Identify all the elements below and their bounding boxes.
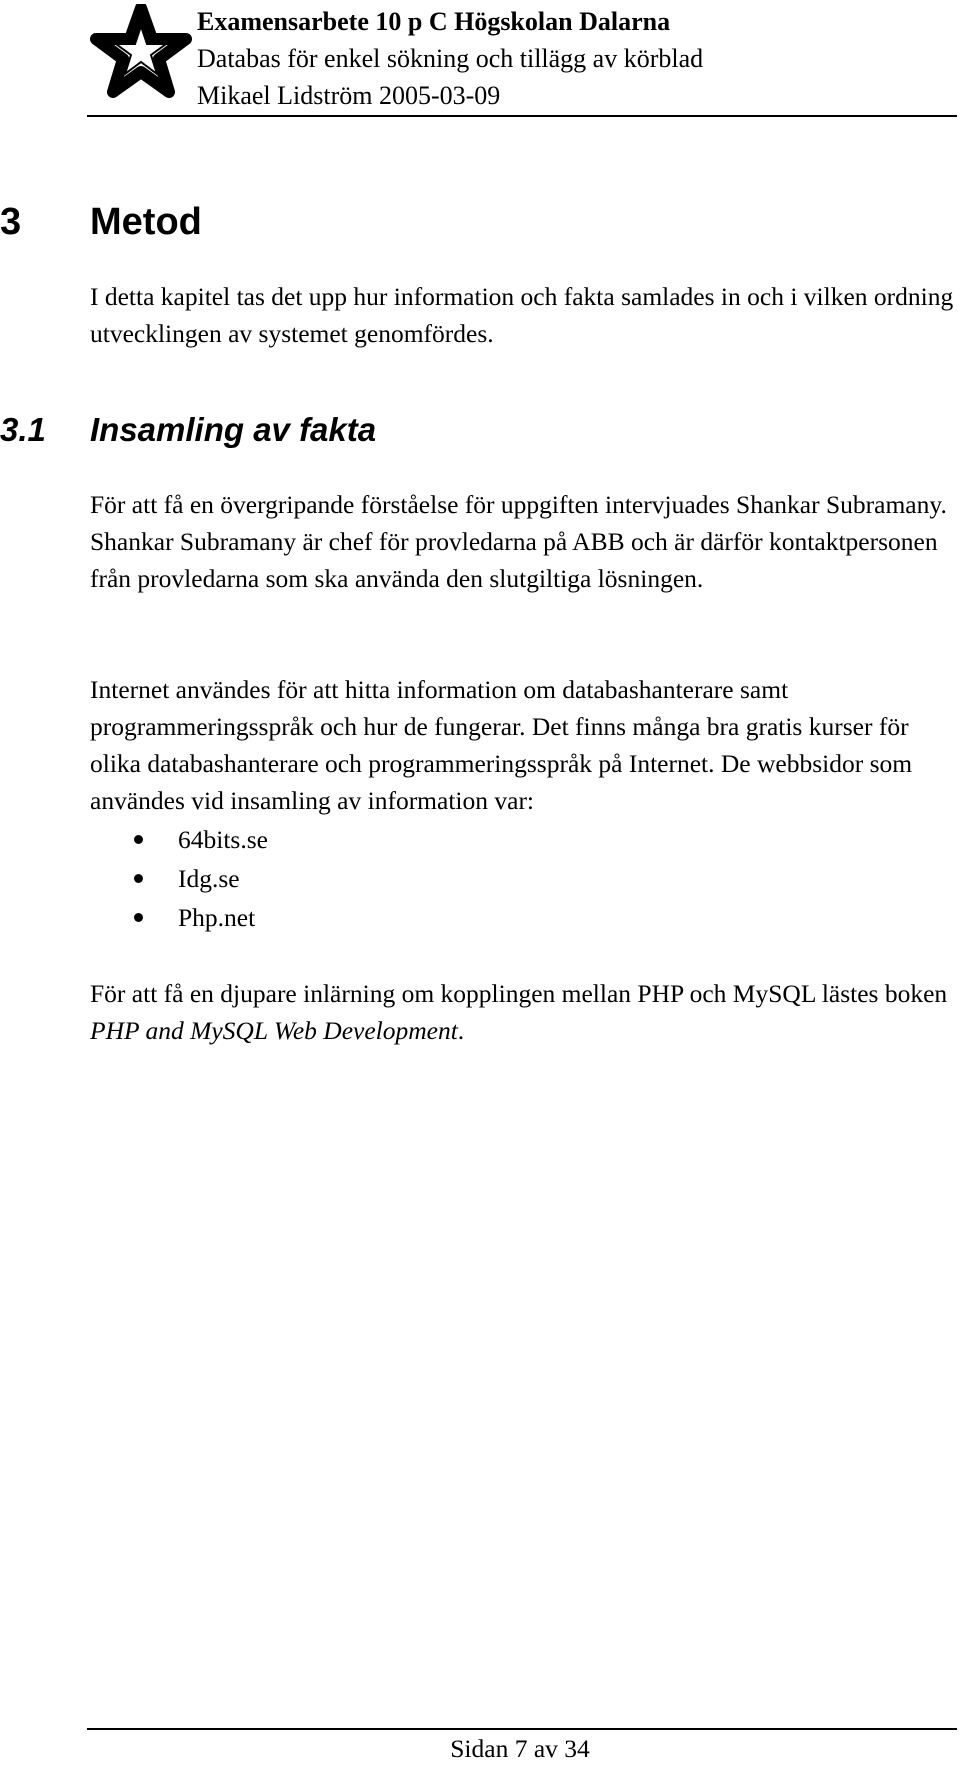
book-title: PHP and MySQL Web Development bbox=[90, 1016, 458, 1045]
website-list bbox=[90, 820, 268, 937]
book-paragraph-text: För att få en djupare inlärning om kopplingen mellan PHP och MySQL lästes boken bbox=[90, 979, 948, 1008]
subsection-title: Insamling av fakta bbox=[90, 411, 377, 448]
website-name: Php.net bbox=[178, 903, 256, 932]
list-item bbox=[90, 898, 268, 937]
list-item bbox=[90, 820, 268, 859]
subsection-number: 3.1 bbox=[0, 411, 46, 448]
interview-paragraph: För att få en övergripande förståelse för uppgiften intervjuades Shankar Subramany. Shankar Subramany är chef för provledarna på ABB och är därför kontaktpersonen från provledarna som ska använda den slutgiltiga lösningen. bbox=[90, 490, 947, 593]
header-divider bbox=[87, 115, 957, 117]
website-name: 64bits.se bbox=[178, 825, 268, 854]
hogskolan-dalarna-logo bbox=[88, 4, 194, 104]
bullet-icon bbox=[134, 835, 143, 844]
subsection-heading bbox=[0, 408, 376, 452]
section-number: 3 bbox=[0, 201, 22, 243]
book-paragraph-end: . bbox=[457, 1016, 465, 1045]
footer-divider bbox=[87, 1728, 957, 1730]
header-title: Examensarbete 10 p C Högskolan Dalarna bbox=[197, 7, 671, 36]
bullet-icon bbox=[134, 874, 143, 883]
page-number: Sidan 7 av 34 bbox=[450, 1734, 590, 1763]
header-author-date: Mikael Lidström 2005-03-09 bbox=[197, 81, 501, 110]
internet-paragraph: Internet användes för att hitta information om databashanterare samt programmeringsspråk och hur de fungerar. Det finns många bra gratis kurser för olika databashanterare och programmeringsspråk på Internet. De webbsidor som användes vid insamling av information var: bbox=[90, 675, 913, 815]
document-header bbox=[197, 3, 703, 114]
header-subtitle: Databas för enkel sökning och tillägg av körblad bbox=[197, 44, 704, 73]
section-title: Metod bbox=[90, 201, 202, 243]
list-item bbox=[90, 859, 268, 898]
section-intro-paragraph: I detta kapitel tas det upp hur information och fakta samlades in och i vilken ordning utvecklingen av systemet genomfördes. bbox=[90, 282, 954, 348]
website-name: Idg.se bbox=[178, 864, 240, 893]
book-paragraph bbox=[90, 975, 960, 1049]
bullet-icon bbox=[134, 913, 143, 922]
section-heading bbox=[0, 198, 202, 246]
